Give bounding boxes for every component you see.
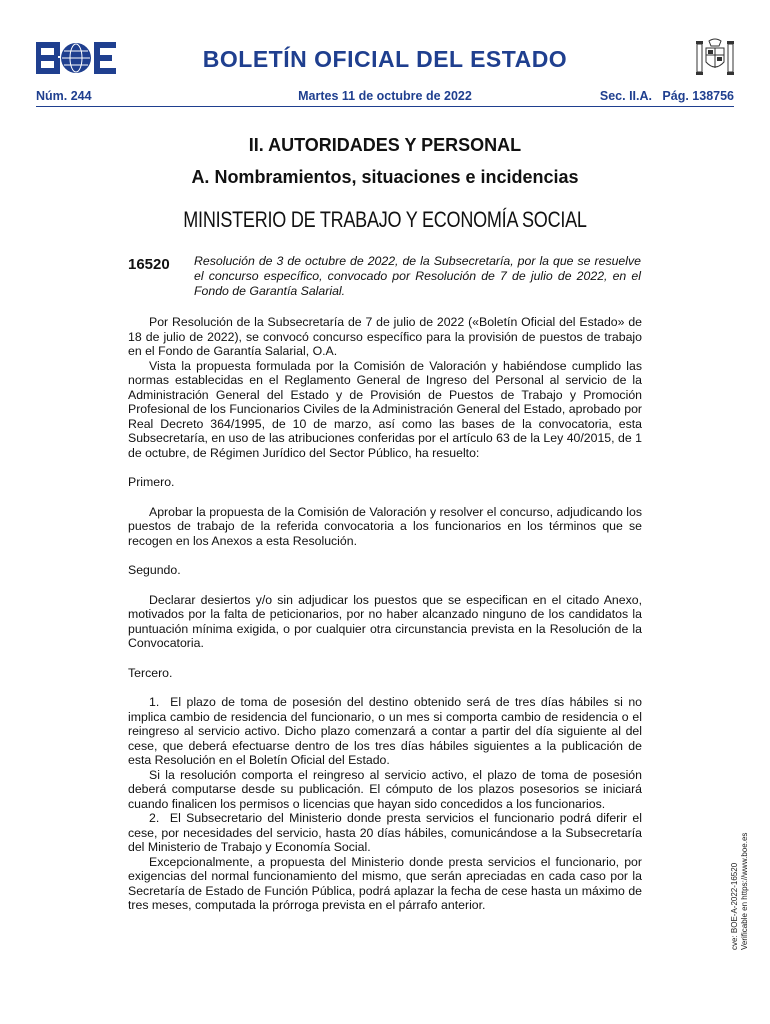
- verification-link[interactable]: Verificable en https://www.boe.es: [740, 832, 749, 950]
- section-subtitle: A. Nombramientos, situaciones e incidencias: [191, 167, 579, 187]
- spain-coat-of-arms-icon: [694, 38, 736, 78]
- article-heading: Tercero.: [128, 665, 173, 680]
- paragraph: Vista la propuesta formulada por la Comisión de Valoración y habiéndose cumplido las normas establecidas en el Reglamento General de Ingreso del Personal al servicio de la Administración General del Estado y de Provisión de Puestos de Trabajo y Promoción Profesional de los Funcionarios Civiles de la Administración General del Estado, aprobado por Real Decreto 364/1995, de 10 de marzo, así como las bases de la convocatoria, esta Subsecretaría, en uso de las atribuciones conferidas por el artículo 63 de la Ley 40/2015, de 1 de octubre, de Régimen Jurídico del Sector Público, ha resuelto:: [128, 358, 642, 460]
- ministry-name: MINISTERIO DE TRABAJO Y ECONOMÍA SOCIAL: [183, 207, 587, 232]
- resolution-number: 16520: [128, 256, 170, 273]
- paragraph: Declarar desiertos y/o sin adjudicar los puestos que se especifican en el citado Anexo, motivados por la falta de peticionarios, por no haber alcanzado ninguno de los candidatos la puntuación mínima exigida, o por cualquier otra circunstancia prevista en la Resolución de la Convocatoria.: [128, 592, 642, 650]
- issue-number: Núm. 244: [36, 89, 92, 103]
- paragraph: Por Resolución de la Subsecretaría de 7 de julio de 2022 («Boletín Oficial del Estado» de 18 de julio de 2022), se convocó concurso específico para la provisión de puestos de trabajo en el Fondo de Garantía Salarial, O.A.: [128, 315, 642, 358]
- cve-code: cve: BOE-A-2022-16520: [730, 862, 739, 950]
- verification-note: [730, 832, 770, 950]
- document-body: [128, 315, 646, 913]
- article-heading: Segundo.: [128, 563, 181, 577]
- header-divider: [36, 106, 734, 107]
- section-page: Sec. II.A. Pág. 138756: [599, 89, 734, 103]
- resolution-title: Resolución de 3 de octubre de 2022, de la Subsecretaría, por la que se resuelve el concurso específico, convocado por Resolución de 7 de julio de 2022, en el Fondo de Garantía Salarial.: [194, 254, 641, 298]
- paragraph: Aprobar la propuesta de la Comisión de Valoración y resolver el concurso, adjudicando los puestos de trabajo de la referida convocatoria a los funcionarios en los términos que se recogen en los Anexos a esta Resolución.: [128, 504, 642, 548]
- issue-date: Martes 11 de octubre de 2022: [298, 89, 472, 103]
- paragraph: 2. El Subsecretario del Ministerio donde presta servicios el funcionario podrá diferir el cese, por necesidades del servicio, hasta 20 días hábiles, comunicándose a la Subsecretaría del Ministerio de Trabajo y Economía Social.: [128, 811, 646, 854]
- paragraph: 1. El plazo de toma de posesión del destino obtenido será de tres días hábiles si no implica cambio de residencia del funcionario, o un mes si comporta cambio de residencia o el reingreso al servicio activo. Dicho plazo comenzará a contar a partir del día siguiente al del cese, que deberá efectuarse dentro de los tres días hábiles siguientes a la publicación de esta Resolución en el Boletín Oficial del Estado.: [128, 695, 646, 767]
- article-heading: Primero.: [128, 475, 175, 489]
- paragraph: Excepcionalmente, a propuesta del Ministerio donde presta servicios el funcionario, por exigencias del normal funcionamiento del mismo, que serán apreciadas en cada caso por la Secretaría de Estado de Función Pública, podrá aplazar la fecha de cese hasta un máximo de tres meses, computada la prórroga prevista en el párrafo anterior.: [128, 854, 642, 912]
- section-title: II. AUTORIDADES Y PERSONAL: [248, 135, 522, 155]
- issue-meta: [36, 89, 734, 105]
- gazette-title: BOLETÍN OFICIAL DEL ESTADO: [202, 46, 568, 72]
- paragraph: Si la resolución comporta el reingreso al servicio activo, el plazo de toma de posesión deberá computarse desde su publicación. El cómputo de los plazos posesorios se iniciará cuando finalicen los permisos o licencias que hayan sido concedidos a los funcionarios.: [128, 767, 642, 811]
- document-header: [0, 0, 770, 110]
